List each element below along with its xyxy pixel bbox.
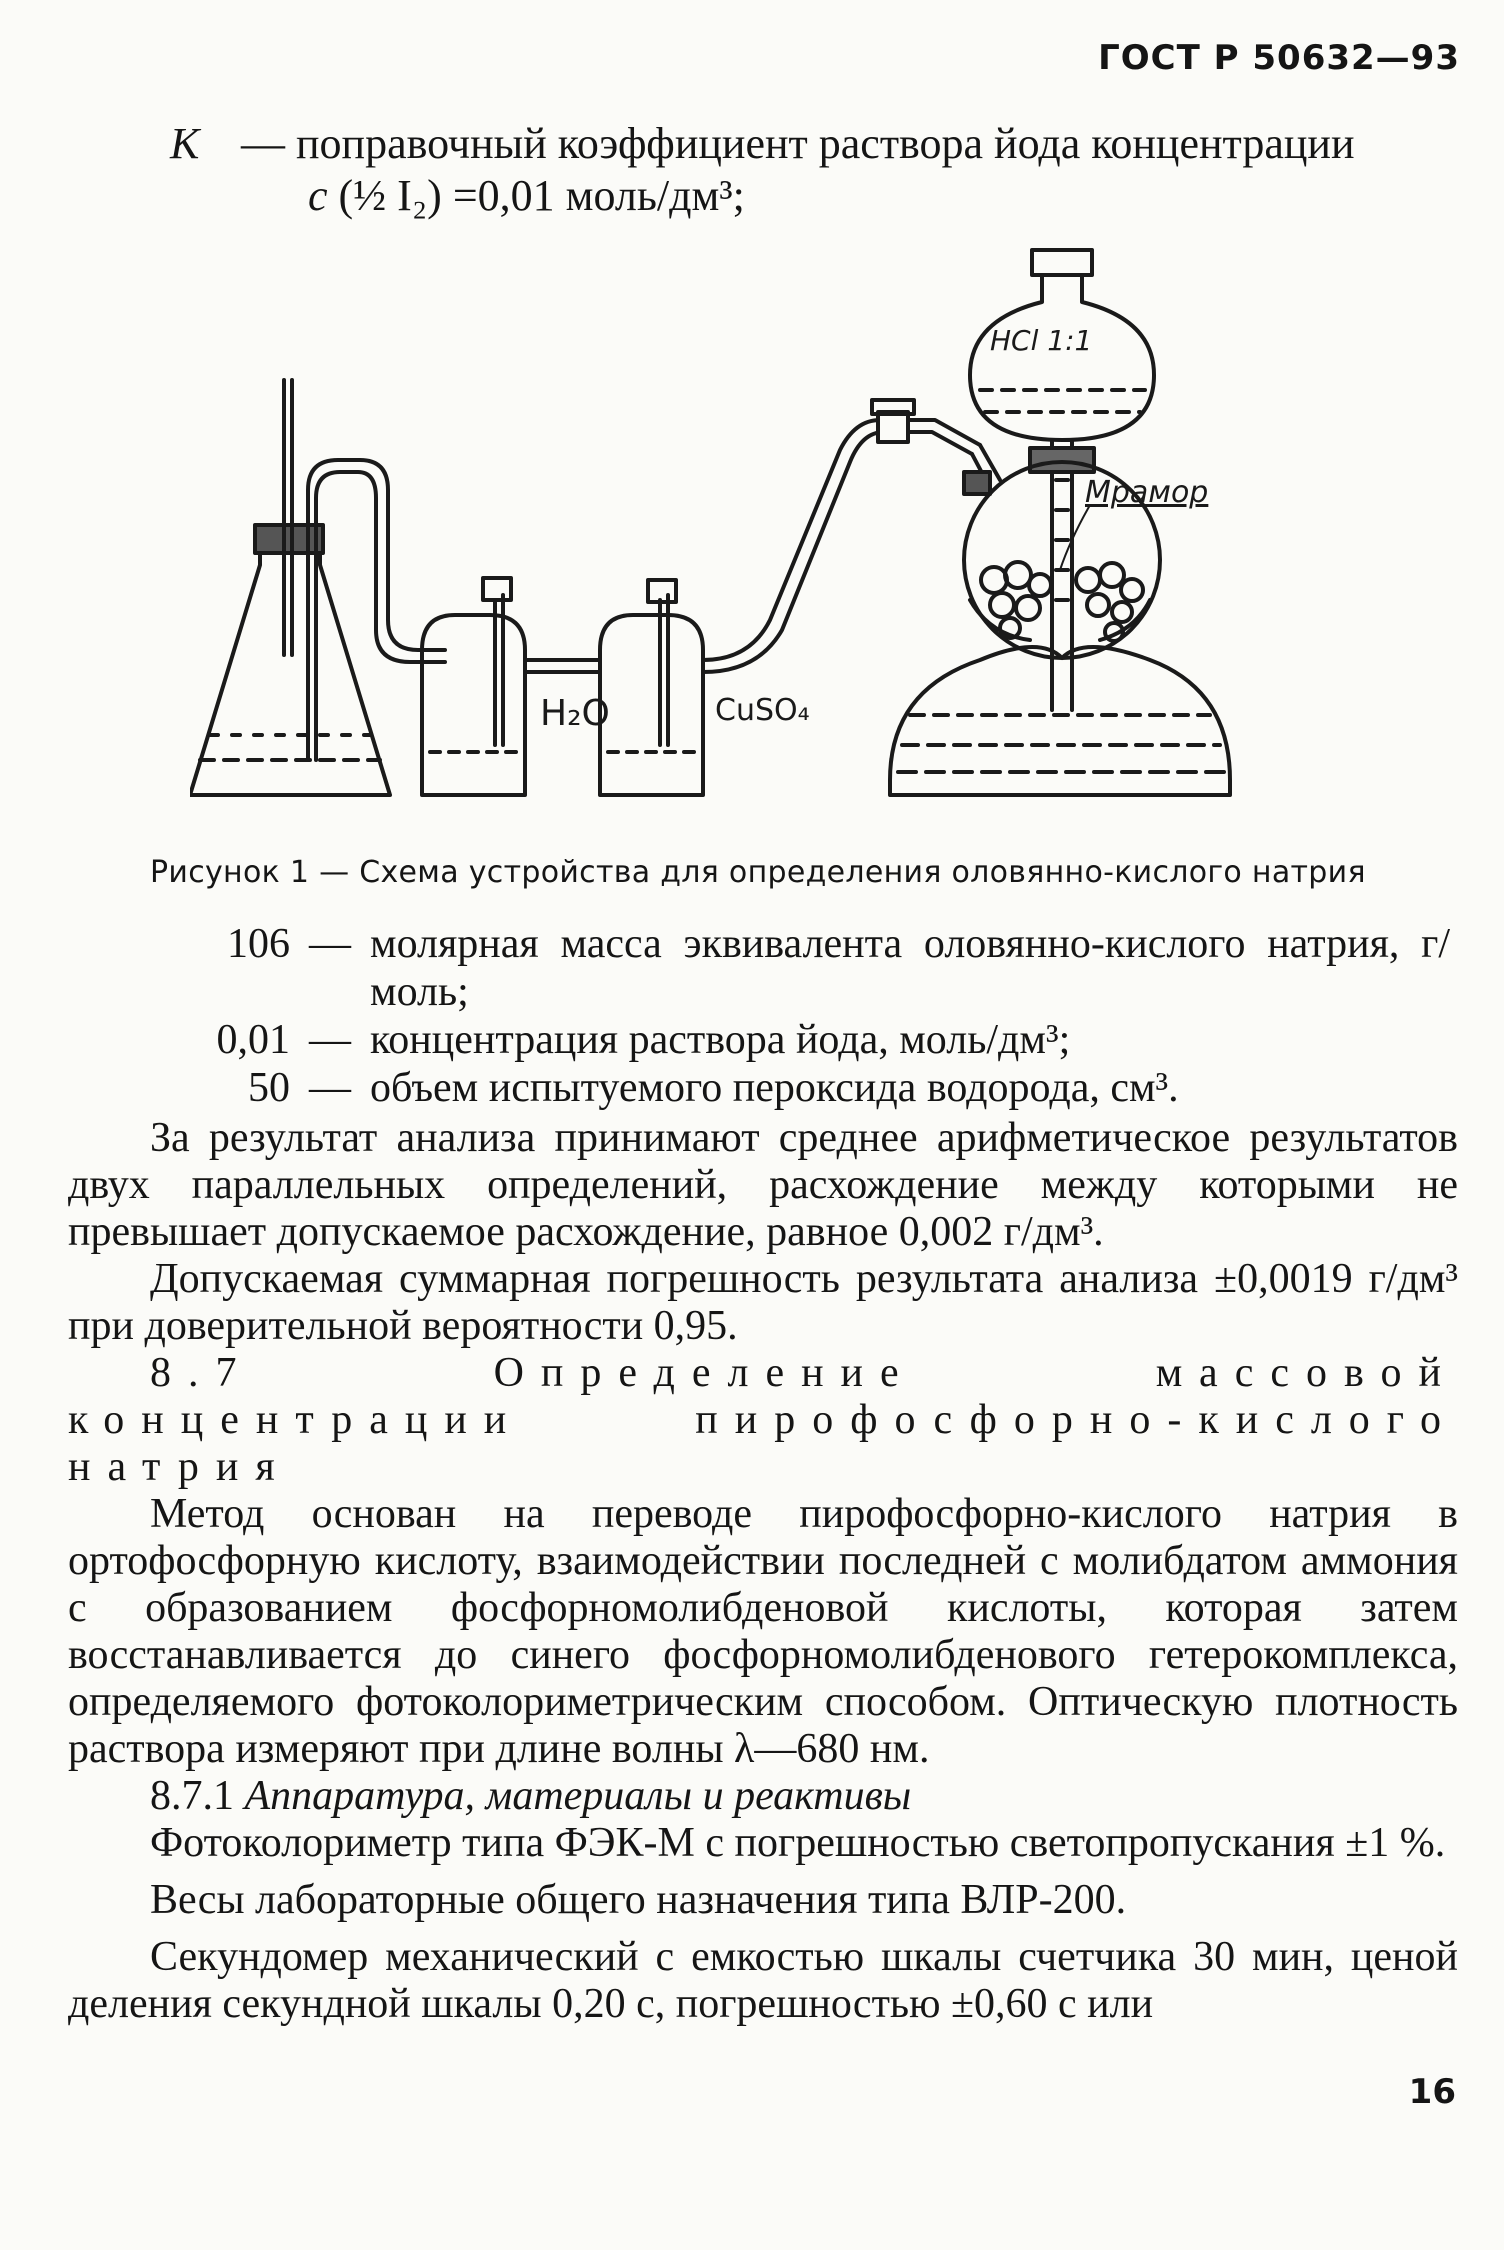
stopwatch-paragraph: Секундомер механический с емкостью шкалы счетчика 30 мин, ценой деления секундной шкалы 0,20 с, погрешностью ±0,60 с или bbox=[68, 1934, 1458, 2027]
legend-item bbox=[150, 1016, 1450, 1064]
legend-number: 106 bbox=[227, 921, 290, 967]
k-symbol: К bbox=[170, 119, 200, 168]
marble-label: Мрамор bbox=[1085, 475, 1209, 510]
k-text-line2: (½ I₂) =0,01 моль/дм³; bbox=[338, 171, 745, 220]
legend-dash: — bbox=[309, 921, 351, 967]
subsection-number: 8.7.1 bbox=[150, 1773, 234, 1819]
gas-tube bbox=[703, 400, 980, 672]
scales-paragraph: Весы лабораторные общего назначения типа ВЛР-200. bbox=[150, 1877, 1127, 1923]
hcl-label: HCl 1:1 bbox=[990, 324, 1093, 357]
figure-caption: Рисунок 1 — Схема устройства для определения оловянно-кислого натрия bbox=[150, 855, 1366, 890]
k-definition bbox=[170, 118, 1470, 222]
legend-number: 0,01 bbox=[216, 1017, 290, 1063]
section-heading: 8.7 Определение массовой концентрации пирофосфорно-кислого натрия bbox=[68, 1350, 1458, 1490]
subsection-heading bbox=[68, 1773, 1458, 1820]
body-text bbox=[68, 1115, 1458, 2028]
k-dash: — bbox=[241, 119, 285, 168]
standard-header: ГОСТ Р 50632—93 bbox=[1098, 38, 1460, 78]
legend-number: 50 bbox=[248, 1065, 290, 1111]
legend-dash: — bbox=[309, 1065, 351, 1111]
wash-bottle-water bbox=[422, 578, 600, 795]
water-label: H₂O bbox=[540, 693, 610, 734]
method-paragraph: Метод основан на переводе пирофосфорно-кислого натрия в ортофосфорную кислоту, взаимодействии последней с молибдатом аммония с образованием фосфорномолибденовой кислоты, которая затем восстанавливается до синего фосфорномолибденового гетерокомплекса, определяемого фотоколориметрическим способом. Оптическую плотность раствора измеряют при длине волны λ—680 нм. bbox=[68, 1491, 1458, 1772]
error-paragraph: Допускаемая суммарная погрешность результата анализа ±0,0019 г/дм³ при доверительной вероятности 0,95. bbox=[68, 1256, 1458, 1349]
photocolorimeter-paragraph: Фотоколориметр типа ФЭК-М с погрешностью светопропускания ±1 %. bbox=[150, 1820, 1446, 1866]
wash-bottle-cuso4 bbox=[600, 580, 703, 795]
formula-legend bbox=[150, 920, 1450, 1112]
apparatus-diagram bbox=[190, 240, 1370, 810]
diagram-labels bbox=[540, 324, 1208, 734]
legend-description: молярная масса эквивалента оловянно-кислого натрия, г/моль; bbox=[370, 921, 1450, 1015]
legend-dash: — bbox=[309, 1017, 351, 1063]
page-number: 16 bbox=[1408, 2072, 1456, 2112]
cuso4-label: CuSO₄ bbox=[715, 693, 810, 728]
subsection-title: Аппаратура, материалы и реактивы bbox=[244, 1773, 912, 1819]
legend-item bbox=[150, 1064, 1450, 1112]
result-paragraph: За результат анализа принимают среднее арифметическое результатов двух параллельных определений, расхождение между которыми не превышает допускаемое расхождение, равное 0,002 г/дм³. bbox=[68, 1115, 1458, 1255]
legend-description: объем испытуемого пероксида водорода, см³. bbox=[370, 1065, 1179, 1111]
k-text-line1: поправочный коэффициент раствора йода концентрации bbox=[296, 119, 1355, 168]
c-symbol: с bbox=[308, 171, 328, 220]
legend-item bbox=[150, 920, 1450, 1016]
legend-description: концентрация раствора йода, моль/дм³; bbox=[370, 1017, 1071, 1063]
